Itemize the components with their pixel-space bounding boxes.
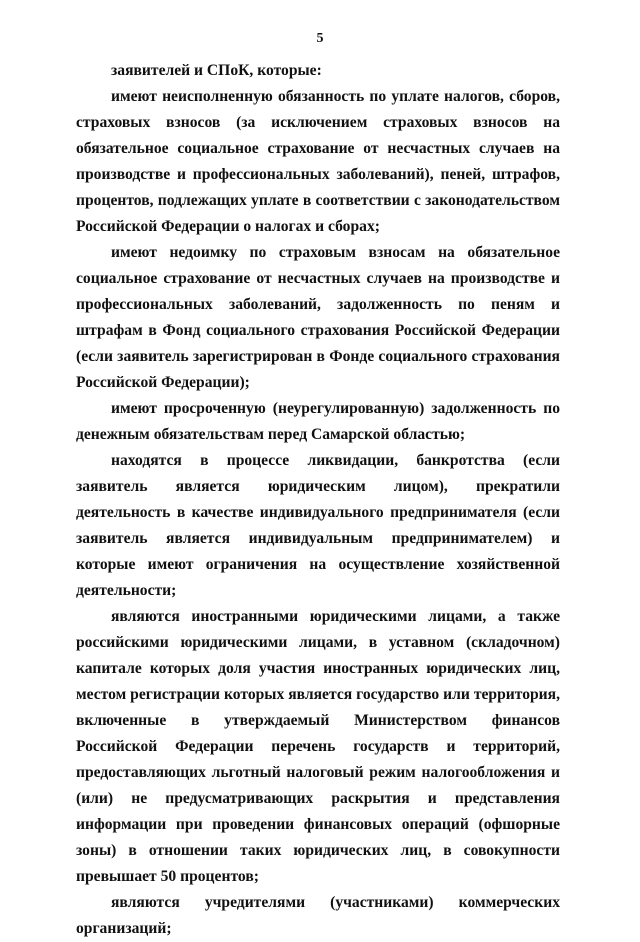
document-body — [76, 58, 560, 942]
paragraph-overdue-debt: имеют просроченную (неурегулированную) задолженность по денежным обязательствам перед Самарской областью; — [76, 400, 560, 443]
paragraph-liquidation-bankruptcy: находятся в процессе ликвидации, банкротства (если заявитель является юридическим лицом), прекратили деятельность в качестве индивидуального предпринимателя (если заявитель является индивидуальным предпринимателем) и которые имеют ограничения на осуществление хозяйственной деятельности; — [76, 452, 560, 599]
paragraph-applicants-intro: заявителей и СПоК, которые: — [111, 62, 322, 79]
paragraph-foreign-entities: являются иностранными юридическими лицами, а также российскими юридическими лицами, в уставном (складочном) капитале которых доля участия иностранных юридических лиц, местом регистрации которых является государство или территория, включенные в утверждаемый Министерством финансов Российской Федерации перечень государств и территорий, предоставляющих льготный налоговый режим налогообложения и (или) не предусматривающих раскрытия и представления информации при проведении финансовых операций (офшорные зоны) в отношении таких юридических лиц, в совокупности превышает 50 процентов; — [76, 608, 560, 885]
paragraph-founders: являются учредителями (участниками) коммерческих организаций; — [76, 894, 560, 937]
page-number: 5 — [316, 31, 324, 46]
paragraph-insurance-arrears: имеют недоимку по страховым взносам на обязательное социальное страхование от несчастных случаев на производстве и профессиональных заболеваний, задолженность по пеням и штрафам в Фонд социального страхования Российской Федерации (если заявитель зарегистрирован в Фонде социального страхования Российской Федерации); — [76, 244, 560, 391]
paragraph-unpaid-taxes: имеют неисполненную обязанность по уплате налогов, сборов, страховых взносов (за исключением страховых взносов на обязательное социальное страхование от несчастных случаев на производстве и профессиональных заболеваний), пеней, штрафов, процентов, подлежащих уплате в соответствии с законодательством Российской Федерации о налогах и сборах; — [76, 88, 560, 235]
